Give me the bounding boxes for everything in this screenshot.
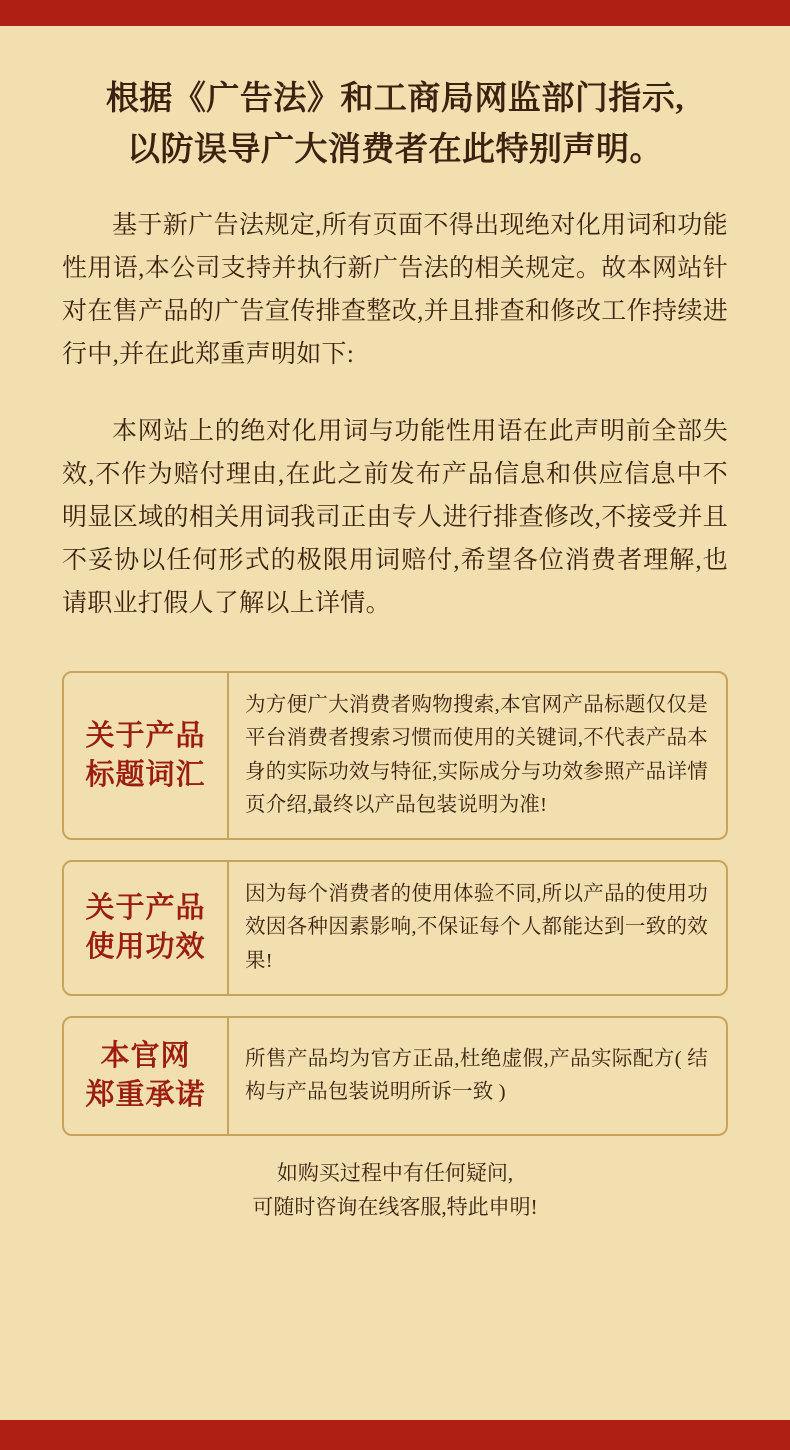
card-text: 因为每个消费者的使用体验不同,所以产品的使用功效因各种因素影响,不保证每个人都能达到一致的效果! [245,883,708,972]
disclaimer-card-list [62,671,728,1135]
page-title [62,26,728,176]
paragraph-statement-basis: 基于新广告法规定,所有页面不得出现绝对化用词和功能性用语,本公司支持并执行新广告法的相关规定。故本网站针对在售产品的广告宣传排查整改,并且排查和修改工作持续进行中,并在此郑重声明如下: [62,212,728,369]
footer-note [62,1156,728,1225]
card-product-efficacy [62,860,728,996]
paragraph-statement-validity: 本网站上的绝对化用词与功能性用语在此声明前全部失效,不作为赔付理由,在此之前发布产品信息和供应信息中不明显区域的相关用词我司正由专人进行排查修改,不接受并且不妥协以任何形式的极限用词赔付,希望各位消费者理解,也请职业打假人了解以上详情。 [62,418,728,618]
card-title-line-2: 使用功效 [85,930,206,963]
card-title-product-title-wording [64,673,229,838]
page-title-line-1: 根据《广告法》和工商局网监部门指示, [105,81,685,117]
card-title-line-1: 关于产品 [85,891,206,924]
card-text: 为方便广大消费者购物搜索,本官网产品标题仅仅是平台消费者搜索习惯而使用的关键词,不代表产品本身的实际功效与特征,实际成分与功效参照产品详情页介绍,最终以产品包装说明为准! [245,694,708,816]
footer-line-2: 可随时咨询在线客服,特此申明! [252,1195,538,1220]
card-title-line-1: 本官网 [100,1039,191,1072]
card-title-official-promise [64,1018,229,1134]
card-title-line-2: 郑重承诺 [85,1078,206,1111]
card-title-line-1: 关于产品 [85,719,206,752]
card-title-line-2: 标题词汇 [85,758,206,791]
card-product-title-wording [62,671,728,840]
page-title-line-2: 以防误导广大消费者在此特别声明。 [127,132,663,169]
card-body-official-promise [229,1018,726,1134]
card-body-product-efficacy [229,862,726,994]
card-title-product-efficacy [64,862,229,994]
disclaimer-panel [0,26,790,1420]
card-body-product-title-wording [229,673,726,838]
footer-line-1: 如购买过程中有任何疑问, [276,1160,514,1185]
card-text: 所售产品均为官方正品,杜绝虚假,产品实际配方( 结构与产品包装说明所诉一致 ) [245,1047,708,1103]
card-official-promise [62,1016,728,1136]
